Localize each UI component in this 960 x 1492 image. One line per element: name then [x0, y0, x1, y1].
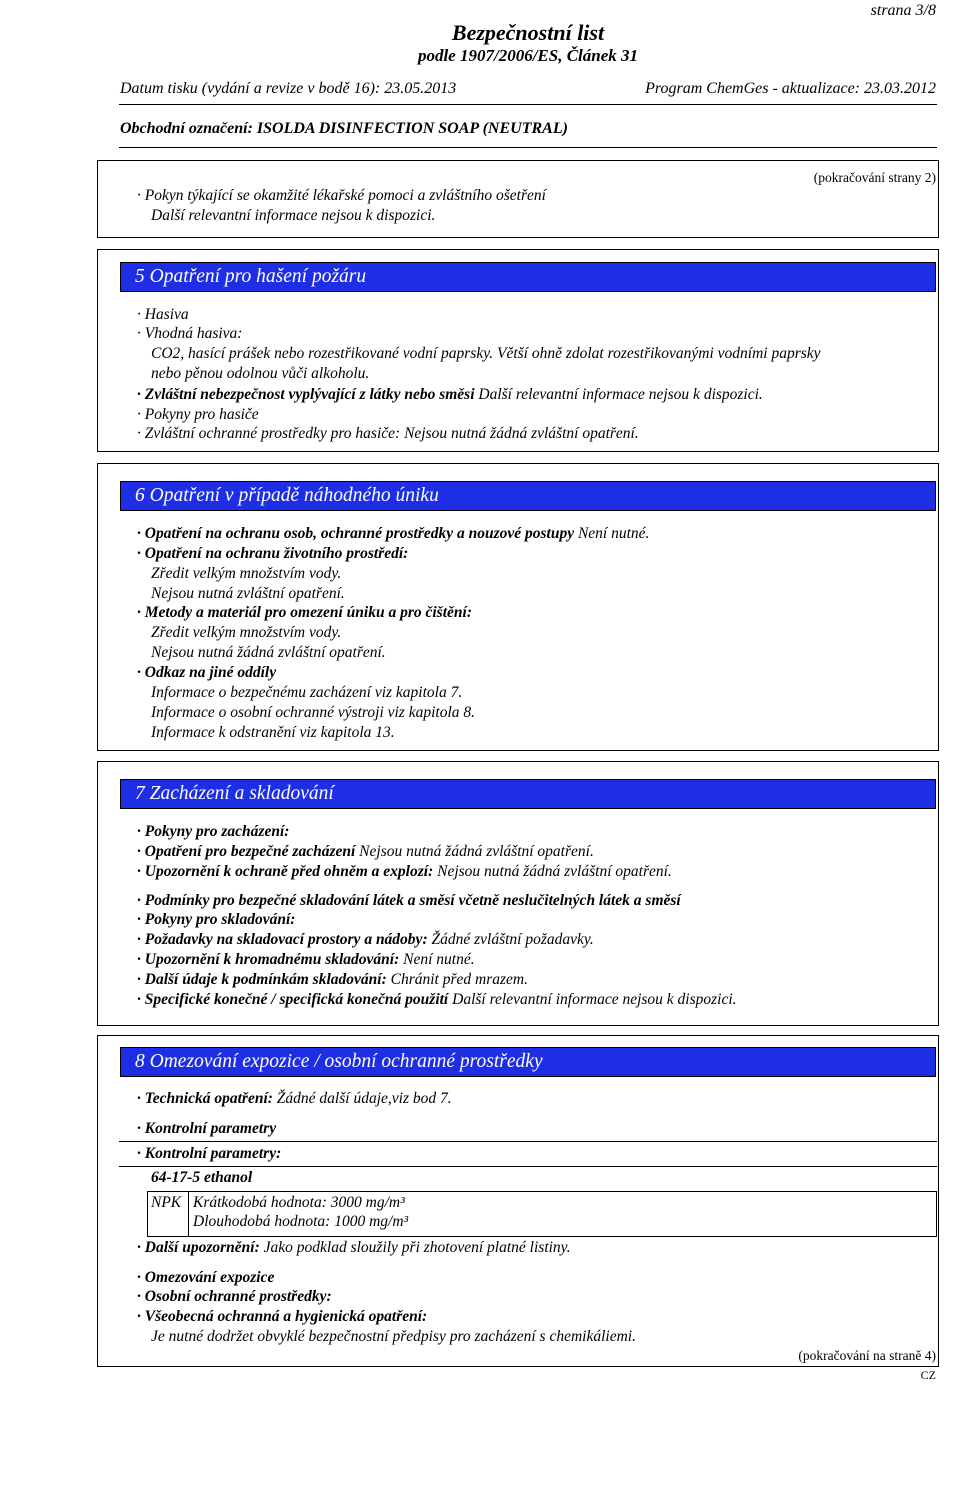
s7-storage-heading: · Pokyny pro skladování: [137, 911, 296, 928]
s6-environment-text-1: Zředit velkým množstvím vody. [151, 565, 342, 582]
s6-reference-1: Informace o bezpečnému zacházení viz kapitola 7. [151, 684, 463, 701]
s8-ppe: · Osobní ochranné prostředky: [137, 1288, 332, 1305]
s7-storage-info: · Další údaje k podmínkám skladování: Chránit před mrazem. [137, 971, 528, 988]
language-code: CZ [920, 1368, 936, 1382]
section-6-title: 6 Opatření v případě náhodného úniku [120, 481, 936, 511]
continuation-next: (pokračování na straně 4) [798, 1348, 936, 1363]
section-5-title: 5 Opatření pro hašení požáru [120, 262, 936, 292]
s6-references-heading: · Odkaz na jiné oddíly [137, 664, 277, 681]
s5-hasiva-text-2: nebo pěnou odolnou vůči alkoholu. [151, 365, 370, 382]
s8-control-parameters: · Kontrolní parametry [137, 1120, 277, 1137]
first-aid-text: Další relevantní informace nejsou k dispozici. [151, 207, 436, 224]
s8-hygiene-text: Je nutné dodržet obvyklé bezpečnostní předpisy pro zacházení s chemikáliemi. [151, 1328, 636, 1345]
s7-specific-uses: · Specifické konečné / specifická konečná použití Další relevantní informace nejsou k dispozici. [137, 991, 737, 1008]
s6-cleanup-text-1: Zředit velkým množstvím vody. [151, 624, 342, 641]
s7-storage-conditions: · Podmínky pro bezpečné skladování látek a směsí včetně neslučitelných látek a směsí [137, 892, 681, 909]
npk-long-term: Dlouhodobá hodnota: 1000 mg/m³ [193, 1213, 409, 1230]
section-7-title: 7 Zacházení a skladování [120, 779, 936, 809]
s8-further-notes: · Další upozornění: Jako podklad sloužily při zhotovení platné listiny. [137, 1239, 571, 1256]
program-version: Program ChemGes - aktualizace: 23.03.2012 [645, 80, 936, 97]
s6-reference-2: Informace o osobní ochranné výstroji viz kapitola 8. [151, 704, 476, 721]
s6-cleanup-heading: · Metody a materiál pro omezení úniku a pro čištění: [137, 604, 472, 621]
s7-safe-handling: · Opatření pro bezpečné zacházení Nejsou nutná žádná zvláštní opatření. [137, 843, 594, 860]
s7-storage-requirements: · Požadavky na skladovací prostory a nádoby: Žádné zvláštní požadavky. [137, 931, 594, 948]
continuation-from: (pokračování strany 2) [813, 170, 936, 185]
s6-environment-heading: · Opatření na ochranu životního prostředí: [137, 545, 409, 562]
npk-label: NPK [151, 1194, 182, 1211]
first-aid-heading: · Pokyn týkající se okamžité lékařské pomoci a zvláštního ošetření [137, 187, 546, 204]
s6-personal-precautions: · Opatření na ochranu osob, ochranné prostředky a nouzové postupy Není nutné. [137, 525, 650, 542]
s5-firefighter-advice: · Pokyny pro hasiče [137, 406, 259, 423]
s8-rule-1 [119, 1141, 937, 1142]
s8-hygiene-heading: · Všeobecná ochranná a hygienická opatření: [137, 1308, 428, 1325]
s7-handling-heading: · Pokyny pro zacházení: [137, 823, 290, 840]
s8-technical-measures: · Technická opatření: Žádné další údaje,viz bod 7. [137, 1090, 452, 1107]
trade-name: Obchodní označení: ISOLDA DISINFECTION SOAP (NEUTRAL) [120, 120, 568, 137]
s5-special-hazard: · Zvláštní nebezpečnost vyplývající z látky nebo směsi Další relevantní informace nejsou k dispozici. [137, 386, 763, 403]
s8-substance: 64-17-5 ethanol [151, 1169, 253, 1186]
s6-environment-text-2: Nejsou nutná zvláštní opatření. [151, 585, 345, 602]
trade-name-rule [119, 147, 937, 148]
s5-hasiva-text-1: CO2, hasící prášek nebo rozestřikované vodní paprsky. Větší ohně zdolat rozestřikovanými vodními paprsky [151, 345, 821, 362]
s6-reference-3: Informace k odstranění viz kapitola 13. [151, 724, 395, 741]
s7-fire-protection: · Upozornění k ochraně před ohněm a explozí: Nejsou nutná žádná zvláštní opatření. [137, 863, 672, 880]
s8-rule-2 [119, 1166, 937, 1167]
s7-bulk-storage: · Upozornění k hromadnému skladování: Není nutné. [137, 951, 475, 968]
npk-divider [188, 1192, 189, 1236]
page-number: strana 3/8 [870, 2, 936, 19]
s8-exposure-controls: · Omezování expozice [137, 1269, 275, 1286]
header-rule [119, 104, 937, 105]
s8-control-parameters-sub: · Kontrolní parametry: [137, 1145, 282, 1162]
document-title: Bezpečnostní list [451, 20, 605, 45]
s5-protective-equipment: · Zvláštní ochranné prostředky pro hasiče: Nejsou nutná žádná zvláštní opatření. [137, 425, 639, 442]
s5-vhodna-hasiva: · Vhodná hasiva: [137, 325, 243, 342]
document-subtitle: podle 1907/2006/ES, Článek 31 [417, 46, 639, 65]
print-date: Datum tisku (vydání a revize v bodě 16): 23.05.2013 [120, 80, 457, 97]
s6-cleanup-text-2: Nejsou nutná žádná zvláštní opatření. [151, 644, 386, 661]
s5-hasiva: · Hasiva [137, 306, 189, 323]
section-8-title: 8 Omezování expozice / osobní ochranné prostředky [120, 1047, 936, 1077]
npk-short-term: Krátkodobá hodnota: 3000 mg/m³ [193, 1194, 405, 1211]
